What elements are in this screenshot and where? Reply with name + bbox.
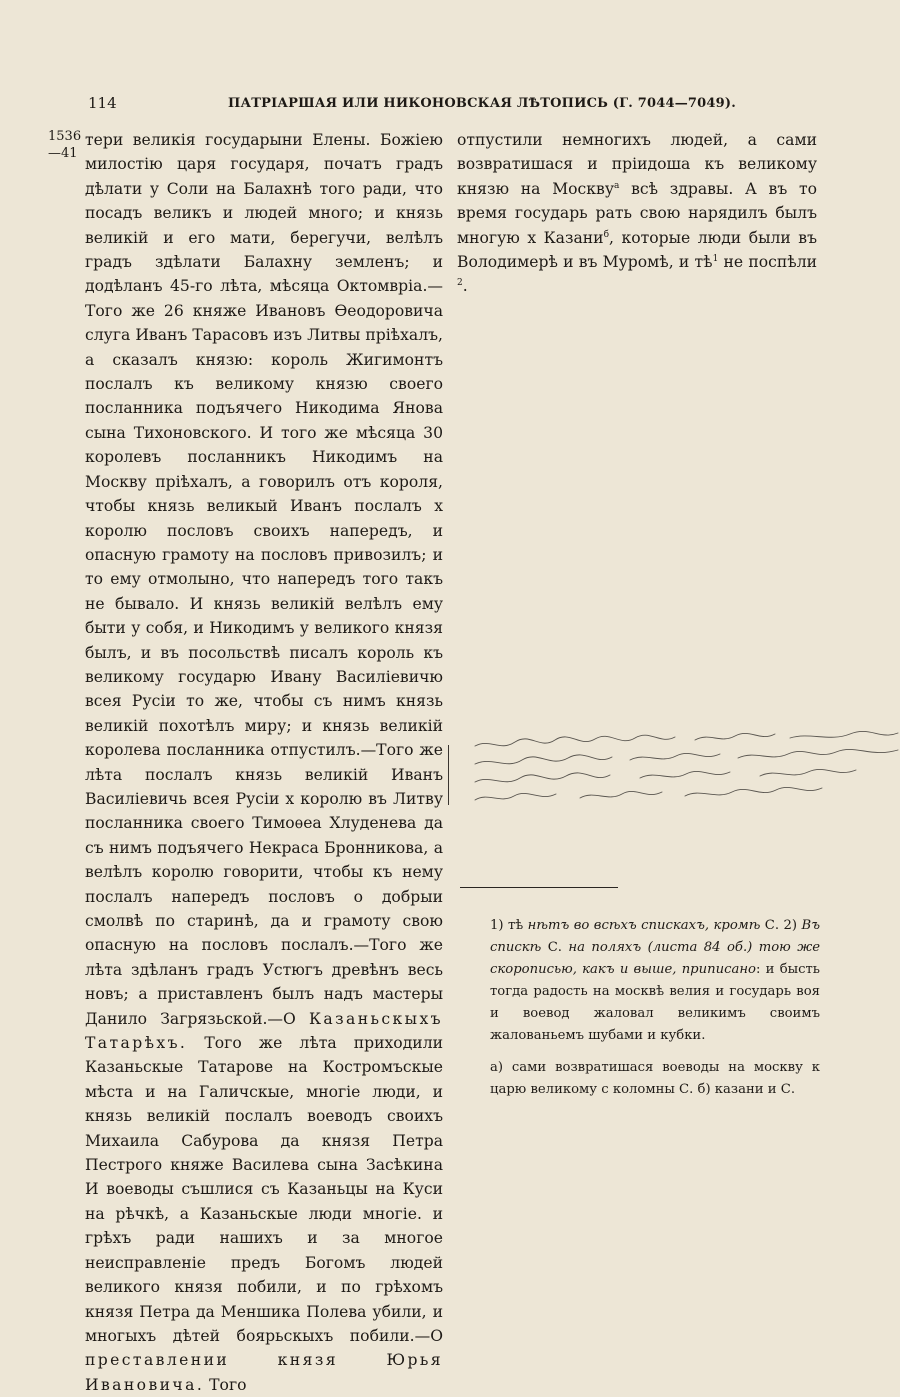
footnotes (490, 915, 820, 1101)
footnote-ref-a: а (614, 180, 620, 191)
footnote-2-label: 2) (779, 918, 802, 933)
right-column-paragraph (457, 128, 817, 299)
footnote-1-rest: С. (760, 918, 780, 933)
left-text-part-2: Того же лѣта приходили Казаньскые Татарове на Костромъскые мѣста и на Галичскые, многіе люди, и князь великій послалъ воеводъ своихъ Михаила Сабурова да князя Петра Пестрого княже Василева сына Засѣкина И воеводы съшлися съ Казаньцы на Куси на рѣчкѣ, а Казаньскые люди многіе. и грѣхъ ради нашихъ и за многое неисправленіе предъ Богомъ людей великого князя побили, и по грѣхомъ князя Петра да Меншика Полева убили, и многыхъ дѣтей боярьскыхъ побили.—О (85, 1034, 443, 1345)
margin-year-end: —41 (48, 146, 78, 161)
section-heading-kazan-tatars: Казаньскыхъ Татарѣхъ. (85, 1009, 443, 1053)
footnote-2-rest: : и бысть тогда радость на москвѣ велия и государь воя и воевод жаловал великимъ своимъ жалованьемъ шубами и кубки. (490, 962, 820, 1043)
right-text-part-2: всѣ здравы. А въ то время государь рать свою нарядилъ былъ многую х Казани (457, 179, 817, 247)
footnote-2-mid: С. (541, 940, 569, 955)
page-header (88, 94, 736, 116)
section-heading-prince-yuri: преставлении князя Юрья Ивановича. (85, 1351, 443, 1394)
footnote-1-italic: нѣтъ во всѣхъ спискахъ, кромѣ (527, 918, 761, 933)
handwritten-annotation (470, 730, 900, 810)
right-text-part-1: отпустили немногихъ людей, а сами возвратишася и пріидоша къ великому князю на Москву (457, 131, 817, 198)
right-text-part-5: . (462, 277, 468, 296)
footnote-b: б) казани и С. (693, 1082, 796, 1097)
right-text-part-4: не поспѣли (718, 253, 817, 272)
page-number: 114 (88, 94, 117, 112)
right-text-part-3: , которые люди были въ Володимерѣ и въ Муромѣ, и тѣ (457, 228, 817, 272)
footnote-ref-b: б (603, 229, 609, 240)
margin-year-start: 1536 (48, 129, 82, 144)
footnote-a: а) сами возвратишася воеводы на москву к царю великому с коломны С. (490, 1060, 820, 1097)
left-text-part-3: Того (204, 1375, 247, 1394)
left-text-part-1: тери великія государыни Елены. Божіею милостію царя государя, початъ градъ дѣлати у Соли на Балахнѣ того ради, что посадъ великъ и людей много; и князь великій и его мати, берегучи, велѣлъ градъ здѣлати Балахну земленъ; и додѣланъ 45-го лѣта, мѣсяца Октомвріа.—Того же 26 княже Ивановъ Ѳеодоровича слуга Иванъ Тарасовъ изъ Литвы пріѣхалъ, а сказалъ князю: король Жигимонтъ послалъ къ великому князю своего посланника подъячего Никодима Янова сына Тихоновского. И того же мѣсяца 30 королевъ посланникъ Никодимъ на Москву пріѣхалъ, а говорилъ отъ короля, чтобы князь великый Иванъ послалъ х королю пословъ своихъ напередъ, и опасную грамоту на пословъ привозилъ; и то ему отмолыно, что напередъ того такъ не бывало. И князь великій велѣлъ ему быти у собя, и Никодимъ у великого князя былъ, и въ посольствѣ писалъ король къ великому государю Ивану Василіевичю всея Русіи то же, чтобы съ нимъ князь великій похотѣлъ миру; и князь великій королева посланника отпустилъ.—Того же лѣта послалъ князь великій Иванъ Василіевичь всея Русіи х королю въ Литву посланника своего Тимоѳеа Хлуденева да съ нимъ подъячего Некраса Бронникова, а велѣлъ королю говорити, чтобы къ нему послалъ напередъ пословъ о добрыи смолвѣ по старинѣ, да и грамоту свою опасную на пословъ послалъ.—Того же лѣта здѣланъ градъ Устюгъ древѣнъ весь новъ; а приставленъ былъ надъ мастеры Данило Загрязьской.—О (85, 131, 443, 1028)
footnote-rule (460, 887, 618, 888)
left-text-column (85, 128, 443, 1397)
margin-year-range (48, 128, 84, 162)
right-text-column (457, 128, 817, 299)
footnote-2-italic-2: на поляхъ (листа 84 об.) тою же скорописью, какъ и выше, приписано (490, 940, 820, 977)
footnote-numbered (490, 915, 820, 1047)
footnote-ref-1: 1 (712, 253, 719, 264)
footnote-2-italic-1: Въ спискѣ (490, 918, 820, 955)
margin-bracket (443, 745, 449, 805)
footnote-ref-2: 2 (457, 278, 463, 289)
footnote-lettered (490, 1057, 820, 1101)
footnote-1-label: 1) тѣ (490, 918, 528, 933)
running-title: ПАТРІАРШАЯ ИЛИ НИКОНОВСКАЯ ЛѢТОПИСЬ (Г. 7044—7049). (228, 96, 736, 111)
left-column-paragraph (85, 128, 443, 1397)
